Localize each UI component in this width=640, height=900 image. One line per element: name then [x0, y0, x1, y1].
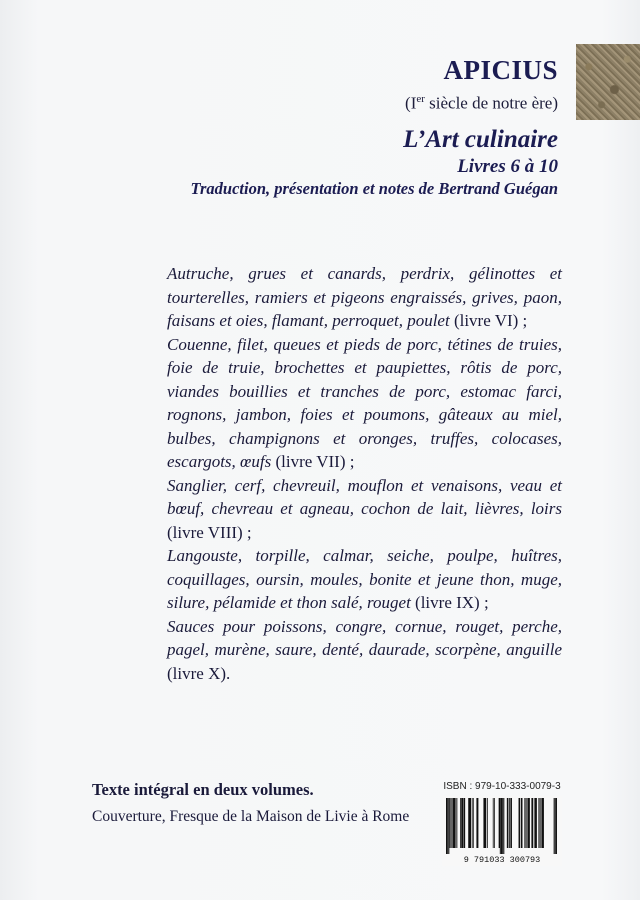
summary-book-ref: (livre VII) ; — [271, 452, 355, 471]
barcode-bar — [509, 798, 510, 848]
summary-paragraph — [167, 544, 562, 615]
barcode-bar — [464, 798, 466, 848]
barcode-bar — [541, 798, 542, 848]
summary-book-ref: (livre IX) ; — [410, 593, 489, 612]
barcode-bar — [487, 798, 488, 848]
fresco-thumbnail-image — [576, 44, 640, 120]
summary-book-ref: (livre VIII) ; — [167, 522, 252, 542]
summary-items: Autruche, grues et canards, perdrix, gélinottes et tourterelles, ramiers et pigeons engraissés, grives, paon, faisans et oies, flamant, perroquet, poulet — [167, 264, 562, 330]
summary-items: Couenne, filet, queues et pieds de porc, tétines de truies, foie de truie, brochettes et paupiettes, rôtis de porc, viandes bouillies et tranches de porc, estomac farci, rognons, jambon, foies et poumons, gâteaux au miel, bulbes, champignons et oronges, truffes, colocases, escargots, œufs — [167, 334, 562, 471]
barcode-bar — [519, 798, 521, 848]
barcode-bar — [527, 798, 528, 848]
book-volumes: Livres 6 à 10 — [457, 155, 558, 177]
period-prefix: (I — [405, 93, 417, 113]
barcode-bar — [524, 798, 525, 848]
barcode-bar — [455, 798, 456, 848]
barcode-bar — [510, 798, 512, 848]
barcode-bar — [536, 798, 537, 848]
isbn-label: ISBN : 979-10-333-0079-3 — [443, 781, 561, 792]
barcode-bar — [472, 798, 473, 848]
author-name: APICIUS — [443, 55, 558, 85]
barcode-bar — [469, 798, 471, 848]
contents-summary — [167, 262, 562, 685]
barcode-bar — [473, 798, 474, 848]
barcode-bar — [554, 798, 555, 854]
barcode-bar — [462, 798, 463, 848]
barcode-bar — [534, 798, 535, 848]
summary-paragraph — [167, 333, 562, 474]
barcode-bar — [452, 798, 453, 848]
translator-credit: Traduction, présentation et notes de Bertrand Guégan — [190, 178, 558, 198]
author-period — [191, 88, 558, 115]
barcode-bar — [521, 798, 523, 848]
edition-info — [92, 780, 412, 827]
period-superscript: er — [416, 93, 425, 105]
barcode-bar — [451, 798, 452, 848]
barcode-bar — [446, 798, 447, 854]
barcode-bar — [529, 798, 530, 848]
cover-credit: Couverture, Fresque de la Maison de Livie à Rome — [92, 808, 410, 825]
barcode-bar — [531, 798, 533, 848]
barcode-bar — [494, 798, 495, 848]
summary-book-ref: (livre VI) ; — [449, 311, 528, 330]
barcode-bar — [448, 798, 449, 854]
barcode-bar — [460, 798, 461, 848]
barcode-bar — [502, 798, 503, 854]
book-title: L’Art culinaire — [403, 125, 558, 153]
barcode-bar — [485, 798, 487, 848]
barcode-bar — [500, 798, 501, 854]
barcode-bar — [507, 798, 509, 848]
isbn-block — [441, 780, 563, 866]
period-rest: siècle de notre ère) — [424, 93, 558, 113]
summary-paragraph — [167, 262, 562, 333]
summary-items: Langouste, torpille, calmar, seiche, poulpe, huîtres, coquillages, oursin, moules, bonite et jeune thon, muge, silure, pélamide et thon salé, rouget — [167, 546, 562, 612]
barcode-bar — [556, 798, 557, 854]
barcode-bar — [555, 798, 556, 854]
summary-paragraph — [167, 615, 562, 686]
barcode-bar — [450, 798, 451, 848]
barcode-bar — [454, 798, 455, 848]
barcode-bar — [501, 798, 502, 854]
barcode-bar — [478, 798, 479, 848]
barcode-bar — [526, 798, 527, 848]
barcode-bar — [503, 798, 504, 854]
barcode-digits: 9 791033 300793 — [463, 855, 541, 865]
summary-book-ref: (livre X). — [167, 663, 231, 683]
barcode-bar — [543, 798, 544, 848]
barcode-bar — [538, 798, 539, 848]
barcode-bar — [447, 798, 448, 854]
summary-items: Sanglier, cerf, chevreuil, mouflon et venaisons, veau et bœuf, chevreau et agneau, cochon de lait, lièvres, loirs — [167, 475, 562, 518]
barcode-bar — [493, 798, 494, 848]
barcode-bar — [457, 798, 458, 848]
barcode-bar — [540, 798, 541, 848]
summary-items: Sauces pour poissons, congre, cornue, rouget, perche, pagel, murène, saure, denté, daurade, scorpène, anguille — [167, 616, 562, 659]
isbn-barcode — [442, 796, 562, 866]
summary-paragraph — [167, 474, 562, 545]
cover-header — [191, 54, 558, 200]
edition-note: Texte intégral en deux volumes. — [92, 780, 314, 799]
